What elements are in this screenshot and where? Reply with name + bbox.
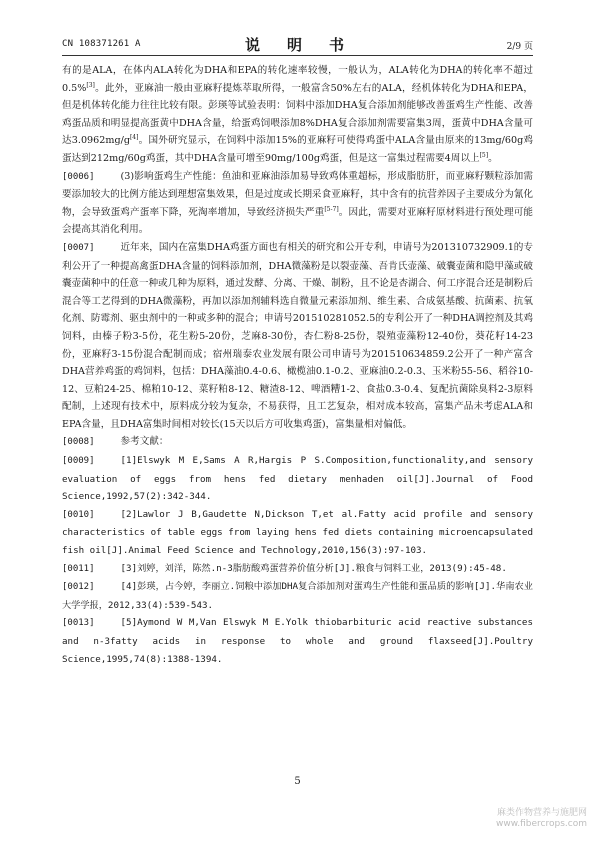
intro-text-3: 。国外研究显示，在饲料中添加15%的亚麻籽可使得鸡蛋中ALA含量由原来的13mg/60g鸡蛋达到212mg/60g鸡蛋，其中DHA含量可增至90mg/100g鸡蛋，但是这一富集过程需要4周以上 (62, 135, 533, 164)
paragraph-text-end: 。因此，需要对亚麻籽原材料进行预处理可能会提高其消化利用。 (62, 206, 534, 236)
paragraph-number: [0008] (62, 437, 95, 448)
watermark-line-2: www.fibercrops.com (496, 819, 587, 829)
citation-5: [5] (479, 151, 489, 159)
paragraph-number: [0007] (62, 242, 95, 253)
reference-item (62, 452, 533, 506)
page-header (62, 34, 533, 54)
reference-item (62, 578, 533, 614)
paragraph-0007 (62, 239, 533, 434)
paragraph-number: [0011] (62, 563, 95, 574)
citation-4: [4] (129, 134, 139, 142)
citation-5-7: [5-7] (324, 205, 339, 213)
reference-text: [4]彭瑛，占今婷，李丽立.饲粮中添加DHA复合添加剂对蛋鸡生产性能和蛋品质的影响[J].华南农业大学学报，2012,33(4):539-543. (62, 581, 533, 611)
reference-text: [2]Lawlor J B,Gaudette N,Dickson T,et al.Fatty acid profile and sensory characteristics of table eggs from laying hens fed diets containing microencapsulated fish oil[J].Animal Feed Science and Technology,2010,156(3):97-103. (62, 508, 533, 557)
paragraph-number: [0013] (62, 618, 95, 629)
references-heading: 参考文献： (120, 436, 169, 448)
reference-text: [5]Aymond W M,Van Elswyk M E.Yolk thiobarbituric acid reactive substances and n-3fatty acids in response to whole and ground flaxseed[J].Poultry Science,1995,74(8):1388-1394. (62, 617, 533, 665)
paragraph-number: [0010] (62, 509, 95, 520)
page-indicator: 2/9 页 (506, 42, 533, 52)
header-rule (62, 55, 533, 56)
reference-item (62, 614, 533, 668)
intro-text-1: 有的是ALA，在体内ALA转化为DHA和EPA的转化速率较慢，一般认为，ALA转化为DHA的转化率不超过0.5% (62, 65, 533, 94)
reference-text: [1]Elswyk M E,Sams A R,Hargis P S.Composition,functionality,and sensory evaluation of eggs from hens fed dietary menhaden oil[J].Journal of Food Science,1992,57(2):342-344. (62, 455, 533, 503)
paragraph-text: 近年来，国内在富集DHA鸡蛋方面也有相关的研究和公开专利，申请号为201310732909.1的专利公开了一种提高禽蛋DHA含量的饲料添加剂，DHA微藻粉是以裂壶藻、吾肯氏壶藻、破囊壶菌和隐甲藻或破囊壶菌种中的任意一种或几种为原料，通过发酵、分离、干燥、制粉，且不论是杏湖合、何工序混合还是制粉后混合等工艺得到的DHA微藻粉，再加以添加剂辅料选自微量元素添加剂、维生素、合成氨基酸、抗菌素、抗氧化剂、防霉剂、驱虫剂中的一种或多种的混合；申请号201510281052.5的专利公开了一种DHA调控剂及其鸡饲料，由榛子粉3-5份，花生粉5-20份，芝麻8-30份，杏仁粉8-25份，裂殖壶藻粉12-40份，葵花籽14-23份，亚麻籽3-15份混合配制而成；宿州瑞泰农业发展有限公司申请号为201510634859.2公开了一种产富含DHA营养鸡蛋的鸡饲料，包括：DHA藻油0.4-0.6、橄榄油0.1-0.2、亚麻油0.2-0.3、玉米粉55-56、稻谷10-12、豆粕24-25、棉粕10-12、菜籽粕8-12、糖渣8-12、啤酒糟1-2、食盐0.3-0.4、复配抗菌除臭料2-3原料配制，上述现有技术中，原料成分较为复杂，不易获得，且工艺复杂，相对成本较高，富集产品未考虑ALA和EPA含量，且DHA富集时间相对较长(15天以后方可收集鸡蛋)，富集量相对偏低。 (62, 241, 533, 430)
paragraph-0006 (62, 168, 533, 239)
paragraph-number: [0006] (62, 171, 95, 182)
document-body (62, 62, 533, 668)
intro-text-end: 。 (488, 152, 498, 164)
reference-item (62, 506, 533, 560)
reference-item (62, 560, 533, 579)
paragraph-number: [0012] (62, 582, 95, 593)
patent-number: CN 108371261 A (62, 39, 141, 49)
paragraph-intro (62, 62, 533, 168)
page-number: 5 (294, 776, 301, 787)
paragraph-0008 (62, 433, 533, 452)
paragraph-number: [0009] (62, 456, 95, 467)
reference-text: [3]刘婷，刘洋，陈然.n-3脂肪酸鸡蛋营养价值分析[J].粮食与饲料工业，2013(9):45-48. (120, 562, 507, 574)
watermark (496, 808, 587, 830)
watermark-line-1: 麻类作物营养与施肥网 (496, 808, 587, 818)
intro-text-2: 。此外，亚麻油一般由亚麻籽提炼萃取所得，一般富含50%左右的ALA，经机体转化为DHA和EPA，但是机体转化能力往往比较有限。彭瑛等试验表明：饲料中添加DHA复合添加剂能够改善蛋鸡生产性能、改善鸡蛋品质和明显提高蛋黄中DHA含量，给蛋鸡饲喂添加8%DHA复合添加剂需要富集3周，蛋黄中DHA含量可达3.0962mg/g (62, 82, 533, 147)
document-title: 说 明 书 (244, 36, 350, 54)
citation-3: [3] (86, 81, 95, 89)
paragraph-text: (3)影响蛋鸡生产性能：鱼油和亚麻油添加易导致鸡体重超标，形成脂肪肝，而亚麻籽颗粒添加需要添加较大的比例方能达到理想富集效果，但是过度或长期采食亚麻籽，其中含有的抗营养因子主要成分为氰化物，会导致蛋鸡产蛋率下降，死淘率增加，导致经济损失严重 (62, 170, 533, 218)
